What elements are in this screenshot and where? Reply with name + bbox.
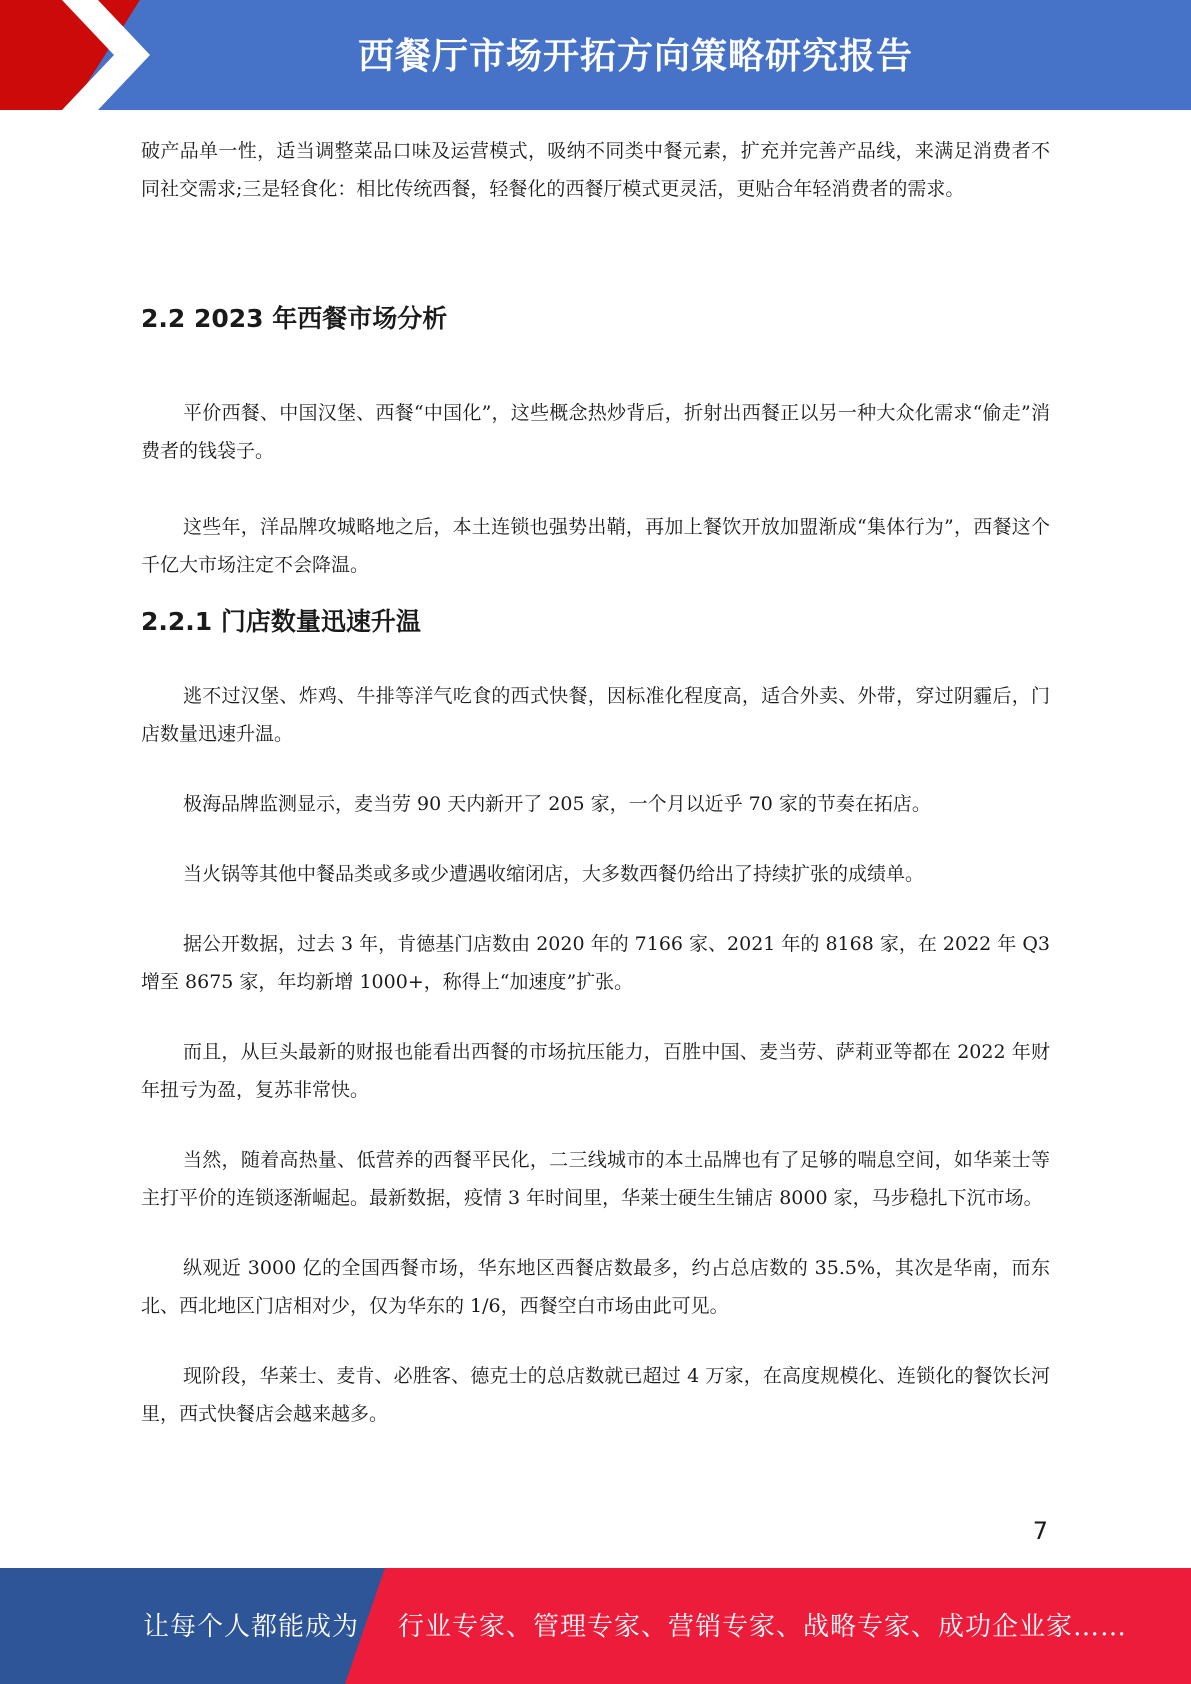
- page-number: 7: [1032, 1517, 1048, 1545]
- paragraph-intro: 破产品单一性，适当调整菜品口味及运营模式，吸纳不同类中餐元素，扩充并完善产品线，来满足消费者不同社交需求;三是轻食化：相比传统西餐，轻餐化的西餐厅模式更灵活，更贴合年轻消费者的需求。: [141, 140, 1050, 200]
- paragraph-10: 现阶段，华莱士、麦肯、必胜客、德克士的总店数就已超过 4 万家，在高度规模化、连锁化的餐饮长河里，西式快餐店会越来越多。: [141, 1365, 1050, 1425]
- section-heading-2-2-1: 2.2.1 门店数量迅速升温: [141, 607, 421, 636]
- footer-slogan-left: 让每个人都能成为: [143, 1612, 360, 1642]
- page-header: [0, 0, 1191, 110]
- page-content: [141, 132, 1050, 1433]
- footer-slogan-right: 行业专家、管理专家、营销专家、战略专家、成功企业家……: [398, 1612, 1128, 1642]
- report-title: 西餐厅市场开拓方向策略研究报告: [357, 36, 913, 77]
- paragraph-9: 纵观近 3000 亿的全国西餐市场，华东地区西餐店数最多，约占总店数的 35.5%，其次是华南，而东北、西北地区门店相对少，仅为华东的 1/6，西餐空白市场由此可见。: [141, 1257, 1050, 1317]
- paragraph-5: 当火锅等其他中餐品类或多或少遭遇收缩闭店，大多数西餐仍给出了持续扩张的成绩单。: [183, 863, 925, 885]
- paragraph-2: 这些年，洋品牌攻城略地之后，本土连锁也强势出鞘，再加上餐饮开放加盟渐成“集体行为”，西餐这个千亿大市场注定不会降温。: [141, 516, 1050, 576]
- paragraph-3: 逃不过汉堡、炸鸡、牛排等洋气吃食的西式快餐，因标准化程度高，适合外卖、外带，穿过阴霾后，门店数量迅速升温。: [141, 685, 1050, 745]
- paragraph-7: 而且，从巨头最新的财报也能看出西餐的市场抗压能力，百胜中国、麦当劳、萨莉亚等都在 2022 年财年扭亏为盈，复苏非常快。: [141, 1041, 1050, 1101]
- paragraph-4: 极海品牌监测显示，麦当劳 90 天内新开了 205 家，一个月以近乎 70 家的节奏在拓店。: [183, 793, 931, 815]
- section-heading-2-2: 2.2 2023 年西餐市场分析: [141, 304, 448, 333]
- paragraph-6: 据公开数据，过去 3 年，肯德基门店数由 2020 年的 7166 家、2021 年的 8168 家，在 2022 年 Q3 增至 8675 家，年均新增 1000+，称得上“加速度”扩张。: [141, 933, 1050, 993]
- page-footer: [0, 1568, 1191, 1684]
- paragraph-1: 平价西餐、中国汉堡、西餐“中国化”，这些概念热炒背后，折射出西餐正以另一种大众化需求“偷走”消费者的钱袋子。: [141, 402, 1050, 462]
- paragraph-8: 当然，随着高热量、低营养的西餐平民化，二三线城市的本土品牌也有了足够的喘息空间，如华莱士等主打平价的连锁逐渐崛起。最新数据，疫情 3 年时间里，华莱士硬生生铺店 8000 家，马步稳扎下沉市场。: [141, 1149, 1050, 1209]
